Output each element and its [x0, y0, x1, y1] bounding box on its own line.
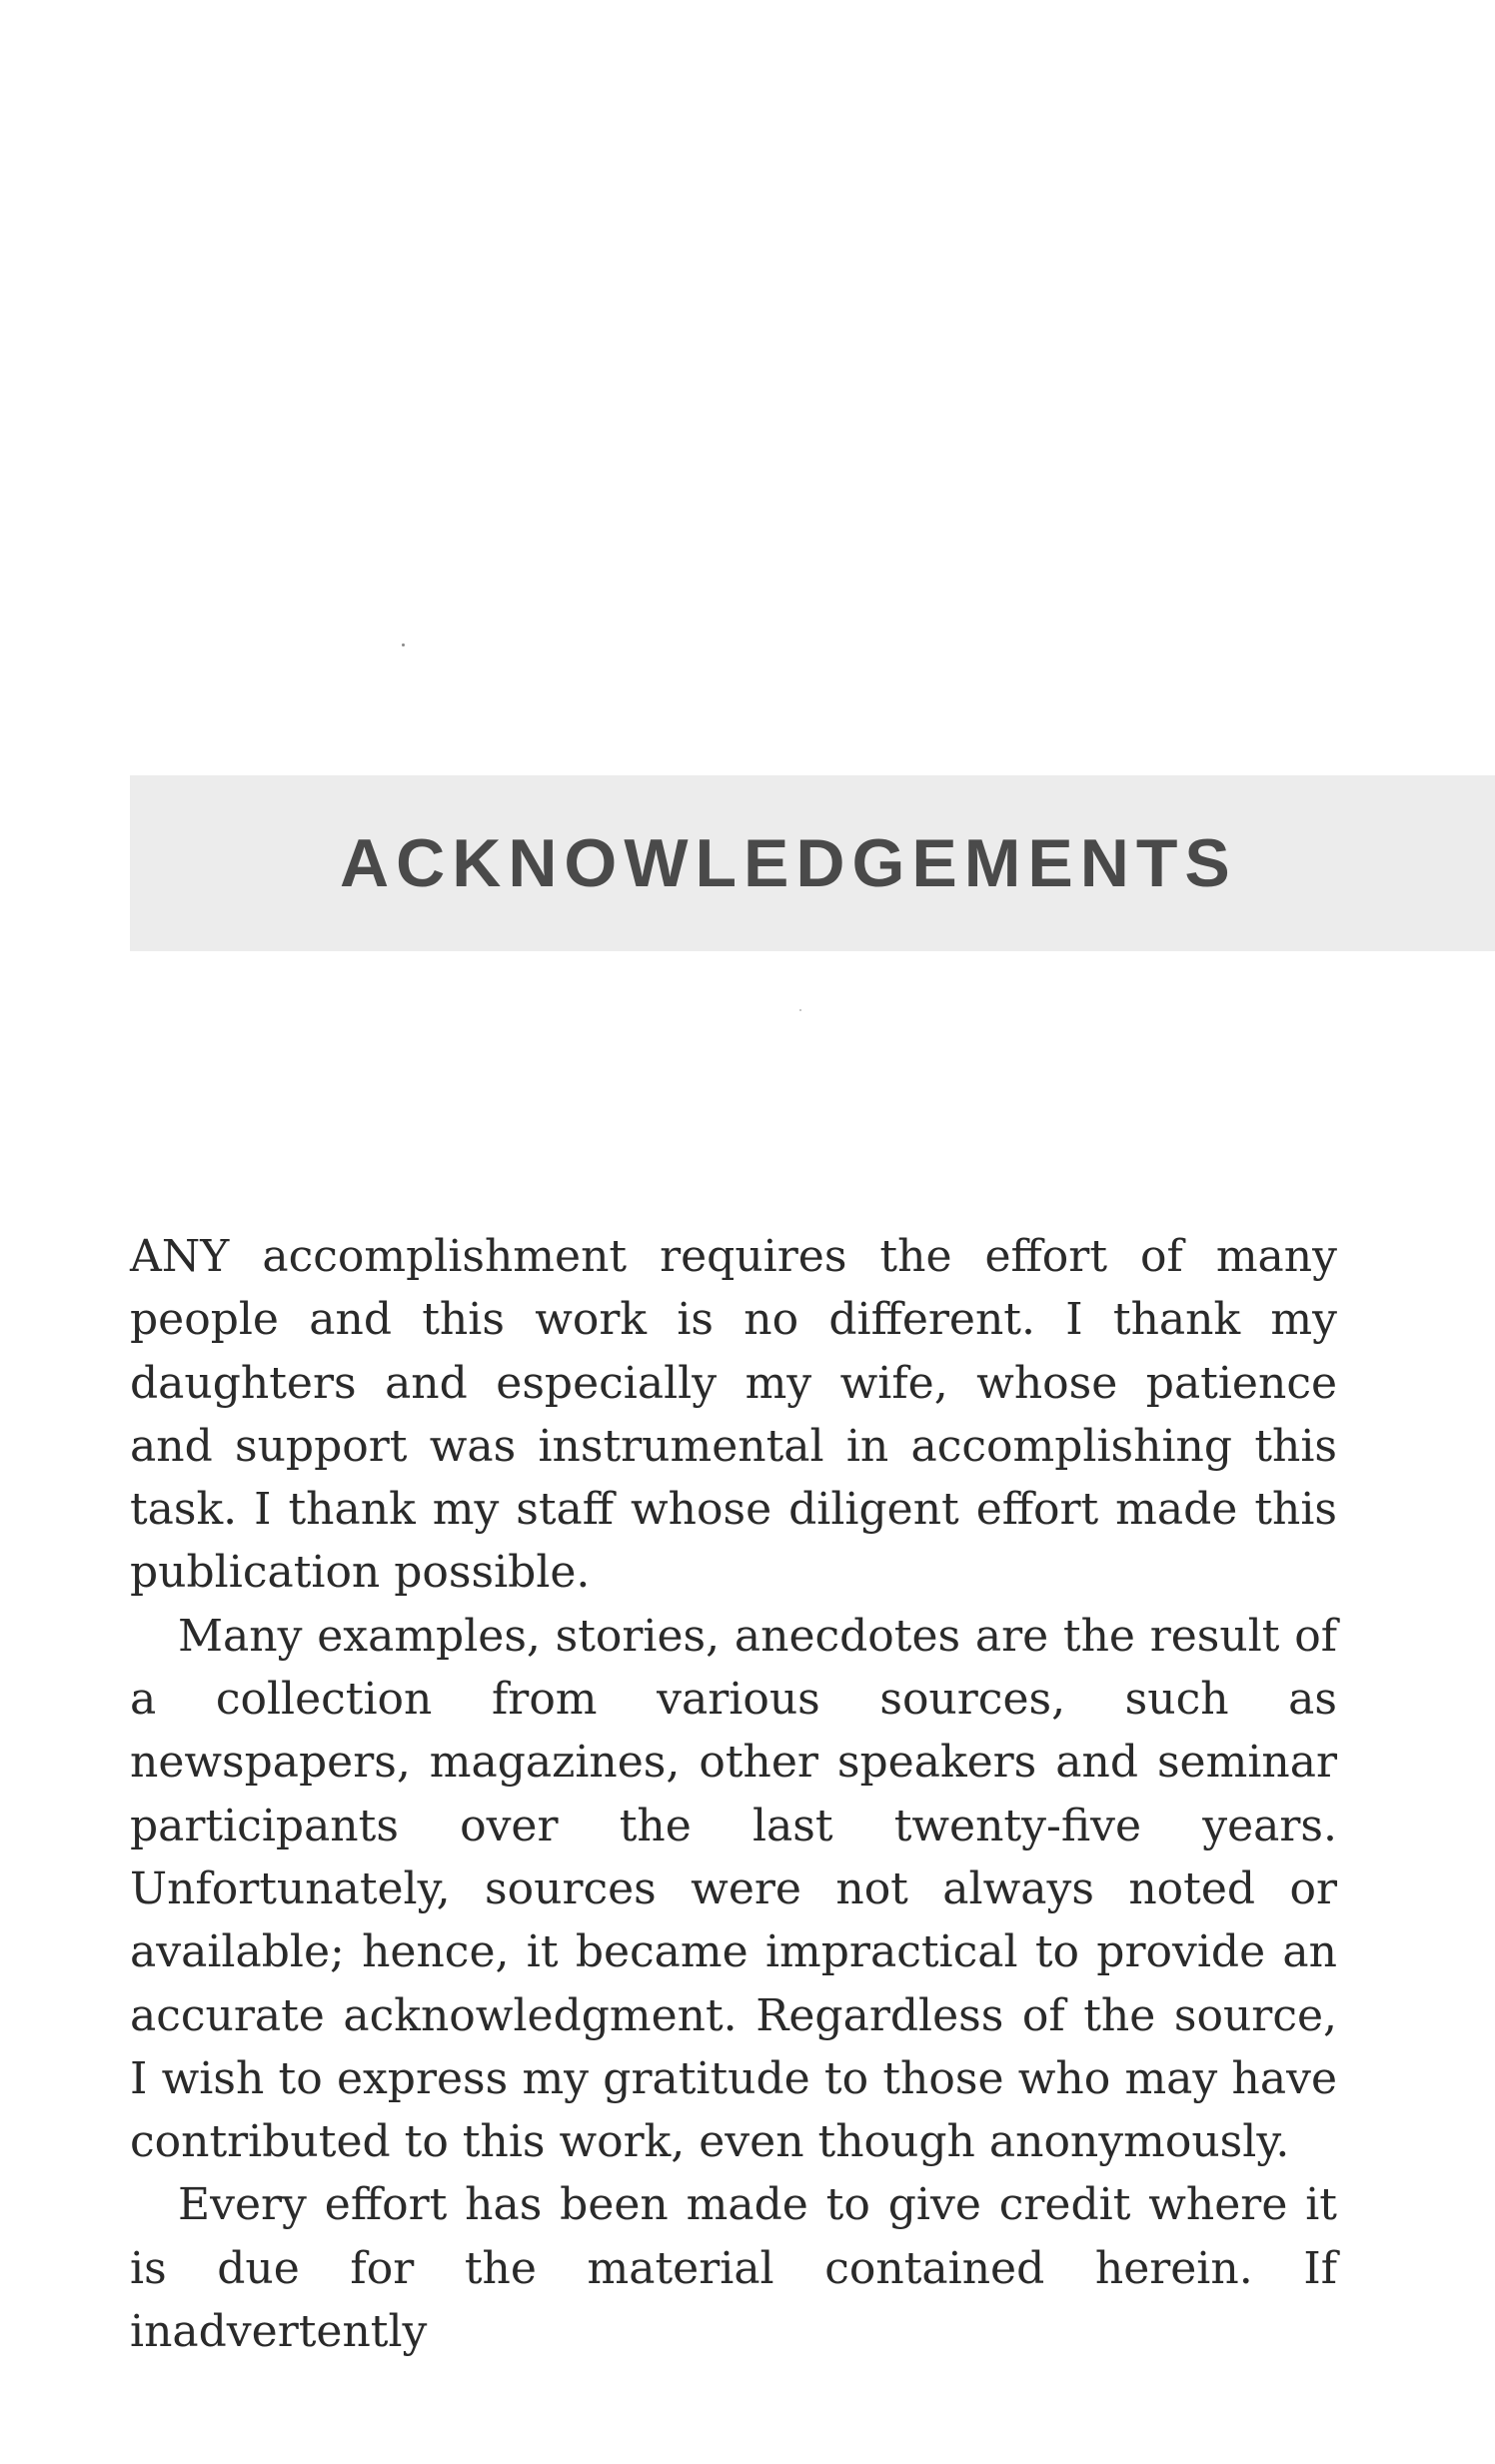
paragraph-1: ANY accomplishment requires the effort of many people and this work is no different. I thank my daughters and especially my wife, whose patience and support was instrumental in accomplishing this task. I thank my staff whose diligent effort made this publication possible. — [130, 1231, 1337, 1599]
paragraph-2: Many examples, stories, anecdotes are the result of a collection from various sources, such as newspapers, magazines, other speakers and seminar participants over the last twenty-five years. Unfortunately, sources were not always noted or available; hence, it became impractical to provide an accurate acknowledgment. Regardless of the source, I wish to express my gratitude to those who may have contributed to this work, even though anonymously. — [130, 1610, 1337, 2168]
print-speck — [402, 643, 405, 646]
page-title: ACKNOWLEDGEMENTS — [340, 825, 1237, 901]
print-speck — [799, 1009, 801, 1011]
body-text — [130, 1225, 1337, 2363]
paragraph-3: Every effort has been made to give credit where it is due for the material contained herein. If inadvertently — [130, 2179, 1337, 2358]
